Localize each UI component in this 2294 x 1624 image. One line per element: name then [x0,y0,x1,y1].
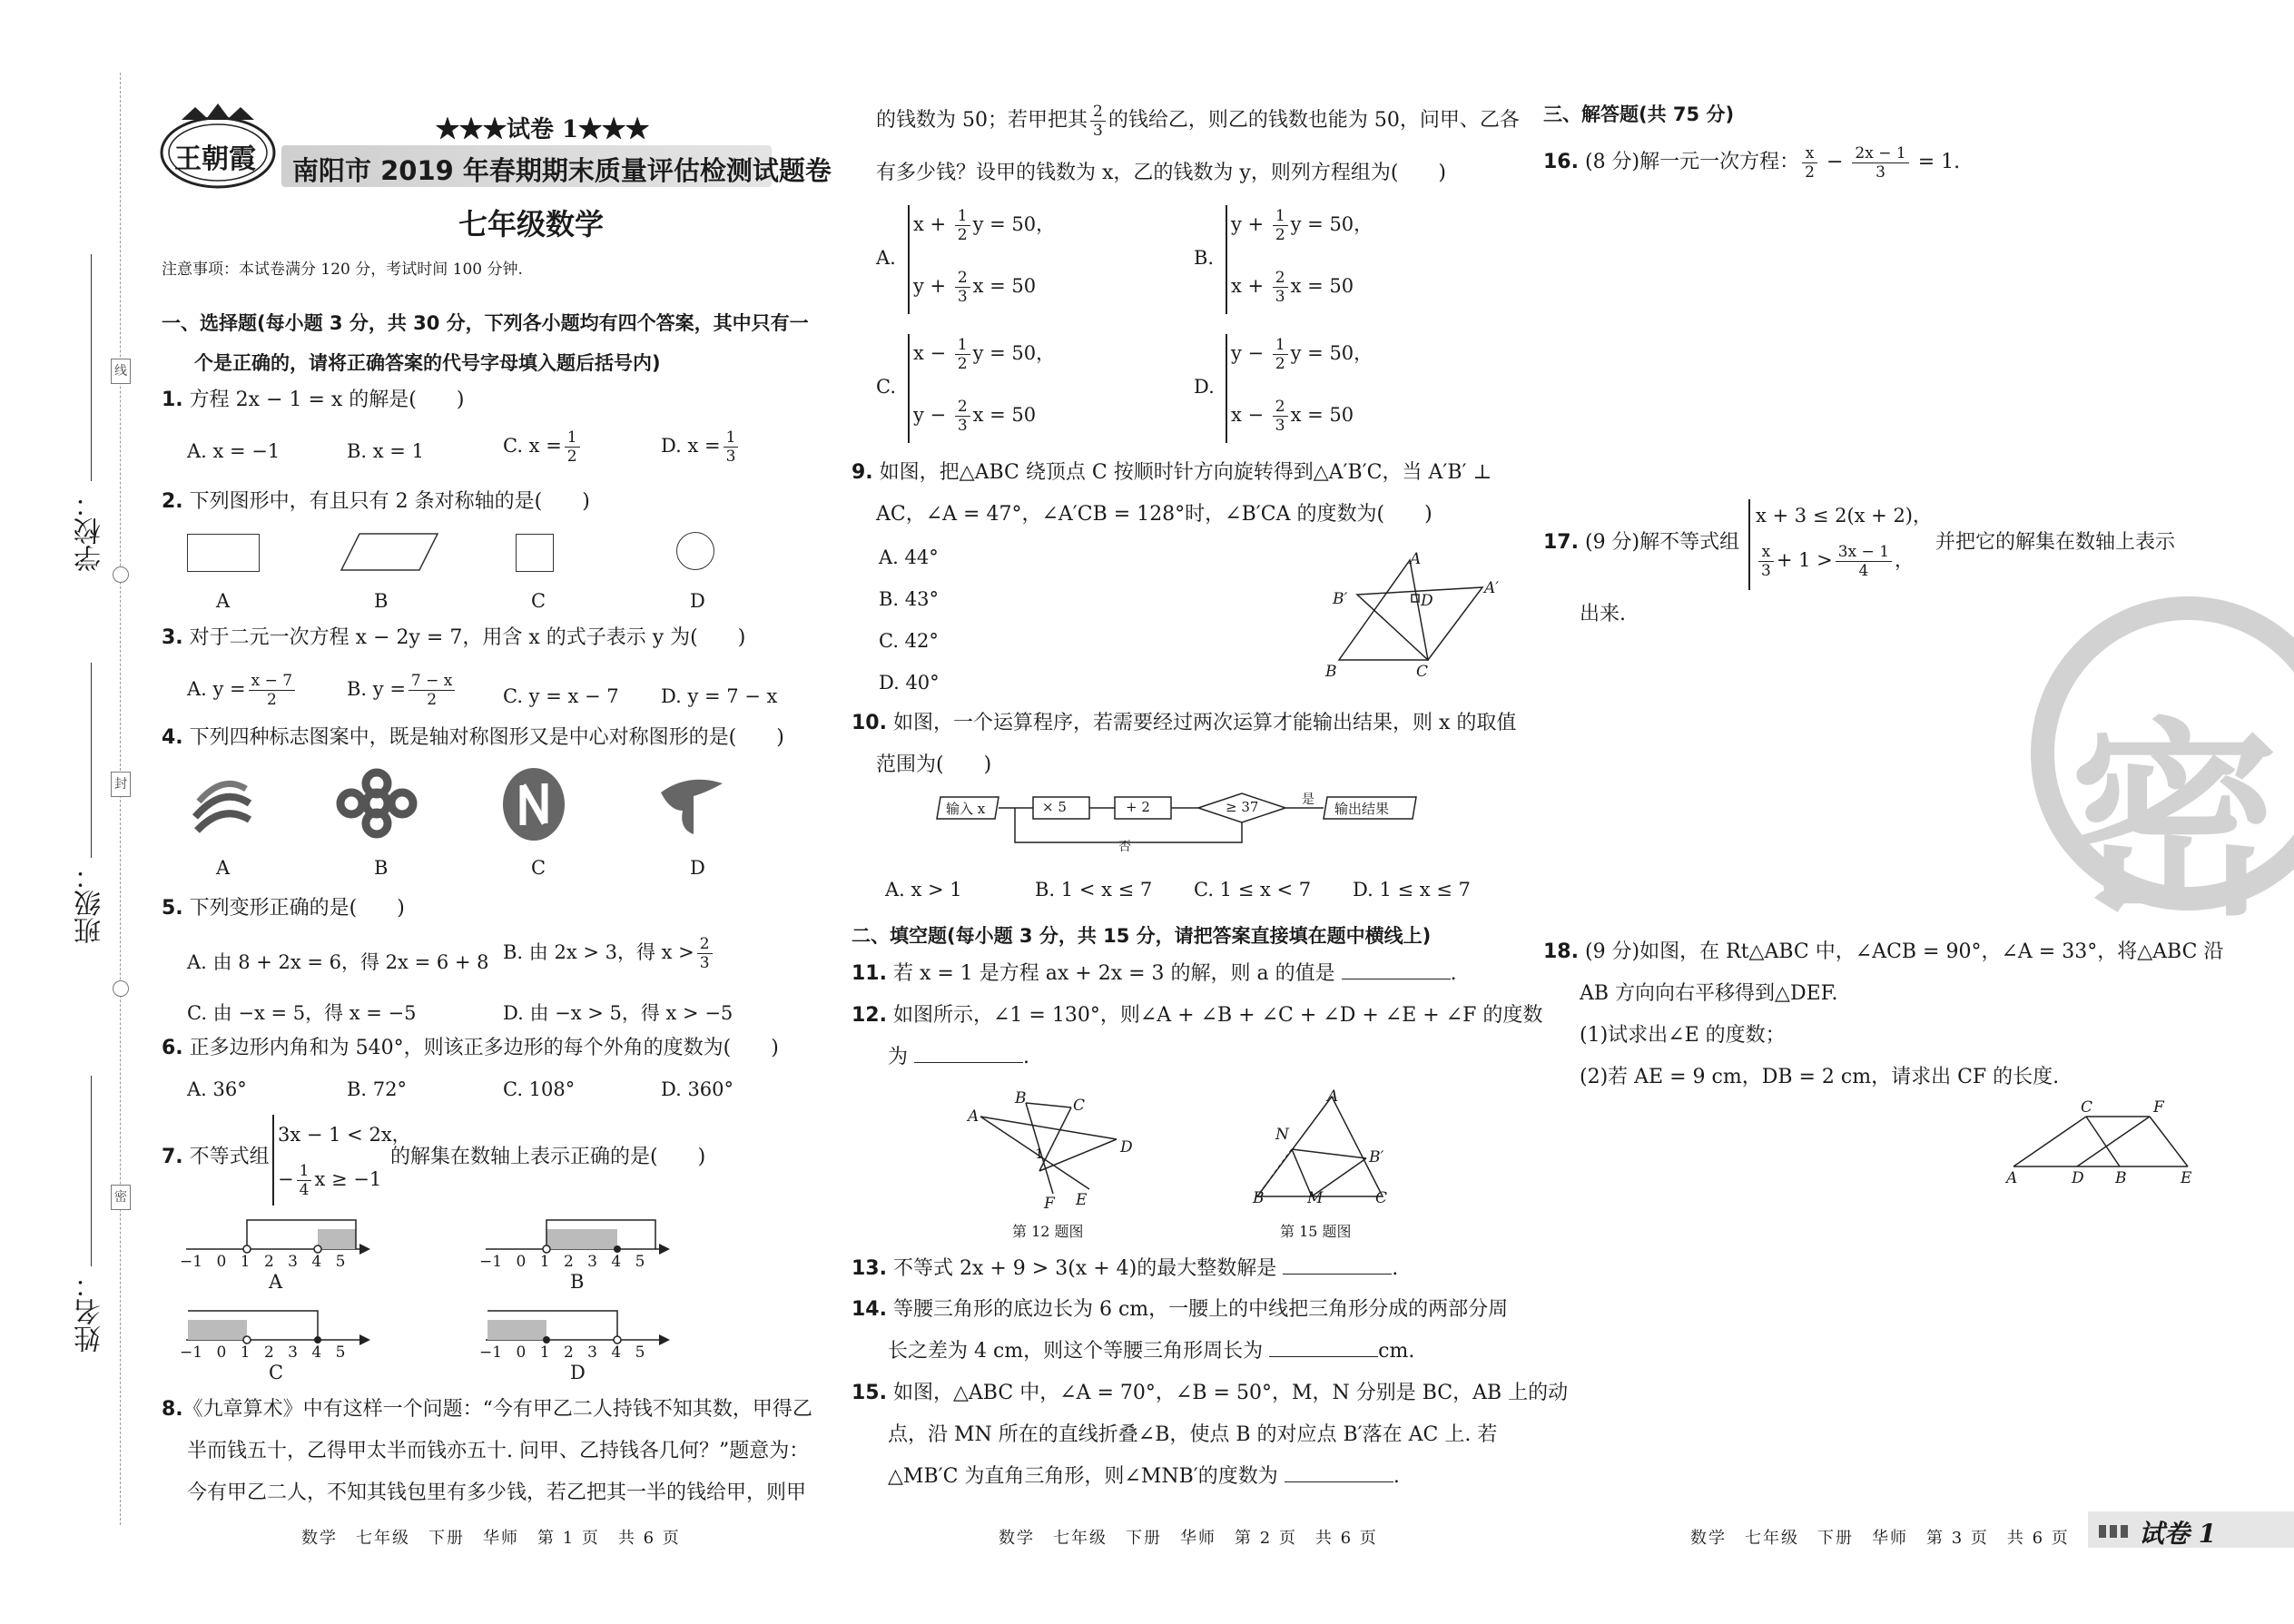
q7: 7. 不等式组 [162,1146,270,1168]
q18-sub-1: (1)试求出∠E 的度数； [1580,1024,1786,1047]
q2-square-shape [516,534,554,572]
q4-label-b[interactable]: B [374,857,389,879]
q15-answer-blank[interactable] [1285,1463,1393,1482]
q15-caption: 第 15 题图 [1280,1223,1352,1240]
q5-opt-d[interactable]: D. 由 −x > 5，得 x > −5 [503,1002,733,1024]
q10-flow-yes: 是 [1302,792,1314,807]
q7-system-line-1: 3x − 1 < 2x， [278,1124,411,1146]
q2-circle-shape [676,532,714,570]
q7-question-tail: 的解集在数轴上表示正确的是( ) [390,1146,706,1168]
q4-logo-d-icon [652,765,730,843]
q16-answer-area[interactable] [1543,200,2197,490]
q10-flow-input: 输入 x [946,801,986,817]
q6-opt-c[interactable]: C. 108° [503,1078,576,1100]
q4-label-a[interactable]: A [216,857,231,879]
footer-page-3: 数学 七年级 下册 华师 第 3 页 共 6 页 [1690,1529,2070,1548]
q8-opt-a-eq2: y + $\frac{2}{3}$ x = 50 [913,269,1037,306]
q1: 1. 方程 2x − 1 = x 的解是( ) [162,389,465,411]
q10-opt-d[interactable]: D. 1 ≤ x ≤ 7 [1353,879,1471,901]
q10-flow-condition: ≥ 37 [1226,799,1259,815]
q9-line-1: 9. 如图，把△ABC 绕顶点 C 按顺时针方向旋转得到△A′B′C，当 A′B′ ⊥ [852,461,1492,484]
seal-line-char: 线 [111,359,131,384]
q17-answer-area[interactable] [1543,654,2015,917]
q15-label-b: B [1253,1189,1265,1207]
q17-system-line-1: x + 3 ≤ 2(x + 2)， [1756,505,1932,527]
q8-opt-d[interactable]: D. [1194,376,1215,398]
binding-line [120,73,121,1525]
q4-label-c[interactable]: C [531,857,546,879]
badge-squares-icon [2099,1525,2132,1538]
q7-label-c[interactable]: C [269,1362,284,1383]
q2-label-d[interactable]: D [690,590,705,612]
q15-label-c: C [1375,1189,1388,1207]
binding-hole-icon [113,566,129,583]
q17-system-brace [1748,499,1750,590]
q15-line-3: △MB′C 为直角三角形，则∠MNB′的度数为 . [888,1465,1400,1488]
q10-flow-plus2: + 2 [1126,799,1150,815]
q12-caption: 第 12 题图 [1012,1223,1084,1240]
q11-answer-blank[interactable] [1342,960,1451,979]
q8-opt-b-eq1: y + $\frac{1}{2}$ y = 50， [1231,207,1373,244]
paper-badge-text: 试卷 1 [2139,1519,2217,1549]
q7-label-b[interactable]: B [570,1271,585,1293]
q7-label-d[interactable]: D [570,1362,586,1383]
q9-label-b: B [1325,663,1337,681]
q15-label-m: M [1307,1189,1324,1207]
q2: 2. 下列图形中，有且只有 2 条对称轴的是( ) [162,490,590,513]
number-line-b [486,1220,667,1253]
number-line-d [486,1311,667,1343]
q18-label-c: C [2081,1098,2093,1117]
q18-label-b: B [2115,1169,2127,1187]
q8-opt-a-brace [908,205,910,314]
q3-opt-c[interactable]: C. y = x − 7 [503,685,619,707]
q9-opt-d[interactable]: D. 40° [879,672,940,694]
paper-number: ★★★试卷 1★★★ [436,116,650,143]
q12-line-1: 12. 如图所示，∠1 = 130°，则∠A + ∠B + ∠C + ∠D + ∠E + ∠F 的度数 [852,1004,1543,1027]
q2-parallelogram-shape [340,532,439,572]
q9-label-d: D [1421,592,1433,610]
q3-opt-a[interactable]: A. y = $\frac{x - 7}{2}$ [187,672,298,709]
q12-line-2: 为 . [888,1046,1030,1068]
school-field[interactable] [91,254,92,481]
secret-watermark-char: 密 [2070,702,2279,944]
q5-opt-c[interactable]: C. 由 −x = 5，得 x = −5 [187,1002,417,1024]
q18-sub-2: (2)若 AE = 9 cm，DB = 2 cm，请求出 CF 的长度. [1580,1066,2060,1088]
q8-line-1: 8.《九章算术》中有这样一个问题：“今有甲乙二人持钱不知其数，甲得乙 [162,1398,812,1421]
q8-line-3: 今有甲乙二人，不知其钱包里有多少钱，若乙把其一半的钱给甲，则甲 [187,1481,807,1504]
q4: 4. 下列四种标志图案中，既是轴对称图形又是中心对称图形的是( ) [162,726,784,749]
q12-figure [971,1098,1135,1207]
q10-opt-b[interactable]: B. 1 < x ≤ 7 [1035,879,1153,901]
q11: 11. 若 x = 1 是方程 ax + 2x = 3 的解，则 a 的值是 . [852,962,1457,985]
q8-line-4: 的钱数为 50；若甲把其 $\frac{2}{3}$ 的钱给乙，则乙的钱数也能为 50，问甲、乙各 [876,102,1520,140]
q2-label-b[interactable]: B [374,590,389,612]
seal-secret-char: 密 [111,1185,131,1210]
q13-answer-blank[interactable] [1283,1255,1392,1275]
q5-opt-a[interactable]: A. 由 8 + 2x = 6，得 2x = 6 + 8 [187,951,489,973]
q3: 3. 对于二元一次方程 x − 2y = 7，用含 x 的式子表示 y 为( ) [162,626,746,649]
q6: 6. 正多边形内角和为 540°，则该正多边形的每个外角的度数为( ) [162,1037,779,1059]
q18-label-d: D [2072,1169,2084,1187]
number-line-c [186,1311,368,1343]
q3-opt-d[interactable]: D. y = 7 − x [661,685,778,707]
q10-line-1: 10. 如图，一个运算程序，若需要经过两次运算才能输出结果，则 x 的取值 [852,712,1517,734]
q1-opt-b[interactable]: B. x = 1 [347,440,424,462]
q2-label-c[interactable]: C [531,590,546,612]
binding-hole-icon [113,980,129,997]
q7-system-brace [272,1115,274,1206]
q7-tick-row-b: −1 0 1 2 3 4 5 [479,1253,645,1271]
q8-opt-b[interactable]: B. [1194,247,1215,269]
q4-logo-c-icon [497,765,570,843]
q18-line-1: 18. (9 分)如图，在 Rt△ABC 中，∠ACB = 90°，∠A = 33°，将△ABC 沿 [1543,940,2224,963]
q18-label-e: E [2181,1169,2192,1187]
q12-label-a: A [968,1107,980,1126]
q2-rectangle-shape [187,534,260,572]
q8-opt-b-eq2: x + $\frac{2}{3}$ x = 50 [1231,269,1354,306]
class-label: 班级： [74,862,106,944]
q9-label-b-prime: B′ [1333,590,1348,608]
q18-line-2: AB 方向向右平移得到△DEF. [1580,982,1838,1005]
q9-label-a-prime: A′ [1484,579,1500,597]
q17-line-2: 出来. [1580,603,1626,625]
q7-tick-row-c: −1 0 1 2 3 4 5 [180,1343,346,1362]
q8-opt-c[interactable]: C. [876,376,896,398]
q12-label-angle-1: 1 [1035,1146,1044,1162]
section2-title: 二、填空题(每小题 3 分，共 15 分，请把答案直接填在题中横线上) [852,925,1432,947]
q10-flow-no: 否 [1118,840,1131,854]
q14-line-1: 14. 等腰三角形的底边长为 6 cm，一腰上的中线把三角形分成的两部分周 [852,1298,1509,1321]
q18-figure [2006,1107,2206,1180]
name-label: 姓名： [74,1271,106,1353]
q1-opt-a[interactable]: A. x = −1 [187,440,281,462]
q17-tail: 并把它的解集在数轴上表示 [1935,531,2176,554]
q12-label-f: F [1044,1195,1055,1213]
q9-opt-a[interactable]: A. 44° [879,546,939,568]
q15-label-n: N [1275,1126,1289,1144]
q12-label-c: C [1073,1097,1086,1115]
q9-label-c: C [1416,663,1429,681]
class-field[interactable] [91,663,92,858]
q15-label-b-prime: B′ [1369,1148,1384,1166]
number-line-a [186,1220,368,1253]
q9-line-2: AC，∠A = 47°，∠A′CB = 128°时，∠B′CA 的度数为( ) [876,503,1433,526]
q2-label-a[interactable]: A [216,590,231,612]
q10-flow-output: 输出结果 [1334,801,1390,817]
q4-logo-a-icon [186,767,259,840]
q12-label-d: D [1120,1138,1133,1156]
q5-opt-b[interactable]: B. 由 2x > 3，得 x > $\frac{2}{3}$ [503,935,715,972]
q14-answer-blank[interactable] [1269,1338,1378,1357]
q1-opt-d[interactable]: D. x = $\frac{1}{3}$ [661,428,741,466]
q8-opt-c-brace [908,334,910,443]
q10-line-2: 范围为( ) [876,753,992,776]
q18-label-a: A [2006,1169,2018,1187]
q16: 16. (8 分)解一元一次方程： $\frac{x}{2}$ − $\frac{2x - 1}{3}$ = 1. [1543,143,1961,182]
q9-opt-b[interactable]: B. 43° [879,588,940,610]
section1-title: 一、选择题(每小题 3 分，共 30 分，下列各小题均有四个答案，其中只有一 [162,312,809,334]
q10-opt-c[interactable]: C. 1 ≤ x < 7 [1194,879,1312,901]
q18-label-f: F [2153,1098,2164,1117]
q3-opt-b[interactable]: B. y = $\frac{7 - x}{2}$ [347,672,458,709]
q9-figure [1321,549,1511,681]
q7-system-line-2: − $\frac{1}{4}$ x ≥ −1 [278,1162,382,1199]
q8-opt-c-eq1: x − $\frac{1}{2}$ y = 50， [913,336,1056,373]
q8-opt-a[interactable]: A. [876,247,896,269]
q17-system-line-2: $\frac{x}{3}$ + 1 > $\frac{3x - 1}{4}$ ， [1756,543,1914,580]
school-label: 学校： [74,490,106,572]
footer-page-1: 数学 七年级 下册 华师 第 1 页 共 6 页 [301,1529,681,1548]
q14-line-2: 长之差为 4 cm，则这个等腰三角形周长为 cm. [888,1340,1415,1363]
q8-line-2: 半而钱五十，乙得甲太半而钱亦五十. 问甲、乙持钱各几何？”题意为： [187,1440,810,1462]
q15-line-1: 15. 如图，△ABC 中，∠A = 70°，∠B = 50°，M，N 分别是 BC，AB 上的动 [852,1382,1569,1404]
q12-label-e: E [1076,1191,1088,1209]
q7-tick-row-d: −1 0 1 2 3 4 5 [479,1343,645,1362]
q10-opt-a[interactable]: A. x > 1 [885,879,962,901]
footer-page-2: 数学 七年级 下册 华师 第 2 页 共 6 页 [999,1529,1378,1548]
name-field[interactable] [91,1076,92,1266]
q6-opt-a[interactable]: A. 36° [187,1078,247,1100]
q12-label-b: B [1015,1089,1027,1107]
q15-line-2: 点，沿 MN 所在的直线折叠∠B，使点 B 的对应点 B′落在 AC 上. 若 [888,1423,1498,1446]
q8-opt-d-eq2: x − $\frac{2}{3}$ x = 50 [1231,398,1354,435]
q8-opt-b-brace [1226,205,1227,314]
notice: 注意事项：本试卷满分 120 分，考试时间 100 分钟. [162,261,523,279]
q8-opt-d-brace [1226,334,1227,443]
section1-title-cont: 个是正确的，请将正确答案的代号字母填入题后括号内) [194,352,661,374]
q9-label-a: A [1410,550,1422,568]
q8-opt-c-eq2: y − $\frac{2}{3}$ x = 50 [913,398,1037,435]
q4-logo-b-icon [331,767,422,840]
q13: 13. 不等式 2x + 9 > 3(x + 4)的最大整数解是 . [852,1257,1399,1280]
q15-label-a: A [1327,1088,1339,1106]
q7-label-a[interactable]: A [269,1271,283,1293]
q12-answer-blank[interactable] [914,1044,1023,1063]
q9-opt-c[interactable]: C. 42° [879,630,939,652]
q1-opt-c[interactable]: C. x = $\frac{1}{2}$ [503,428,583,466]
seal-seal-char: 封 [111,772,131,797]
q5: 5. 下列变形正确的是( ) [162,897,405,920]
q6-opt-b[interactable]: B. 72° [347,1078,408,1100]
paper-title: 南阳市 2019 年春期期末质量评估检测试题卷 [292,155,832,186]
logo-text: 王朝霞 [174,143,256,175]
q8-opt-a-eq1: x + $\frac{1}{2}$ y = 50， [913,207,1056,244]
q8-line-5: 有多少钱？设甲的钱数为 x，乙的钱数为 y，则列方程组为( ) [876,162,1446,184]
q8-opt-d-eq1: y − $\frac{1}{2}$ y = 50， [1231,336,1373,373]
q18-answer-area[interactable] [1543,1198,2197,1507]
q6-opt-d[interactable]: D. 360° [661,1078,734,1100]
paper-subtitle: 七年级数学 [458,207,605,241]
q4-label-d[interactable]: D [690,857,705,879]
section3-title: 三、解答题(共 75 分) [1543,103,1735,125]
q10-flow-times5: × 5 [1042,799,1067,815]
q7-tick-row-a: −1 0 1 2 3 4 5 [180,1253,346,1271]
q17: 17. (9 分)解不等式组 [1543,531,1740,554]
